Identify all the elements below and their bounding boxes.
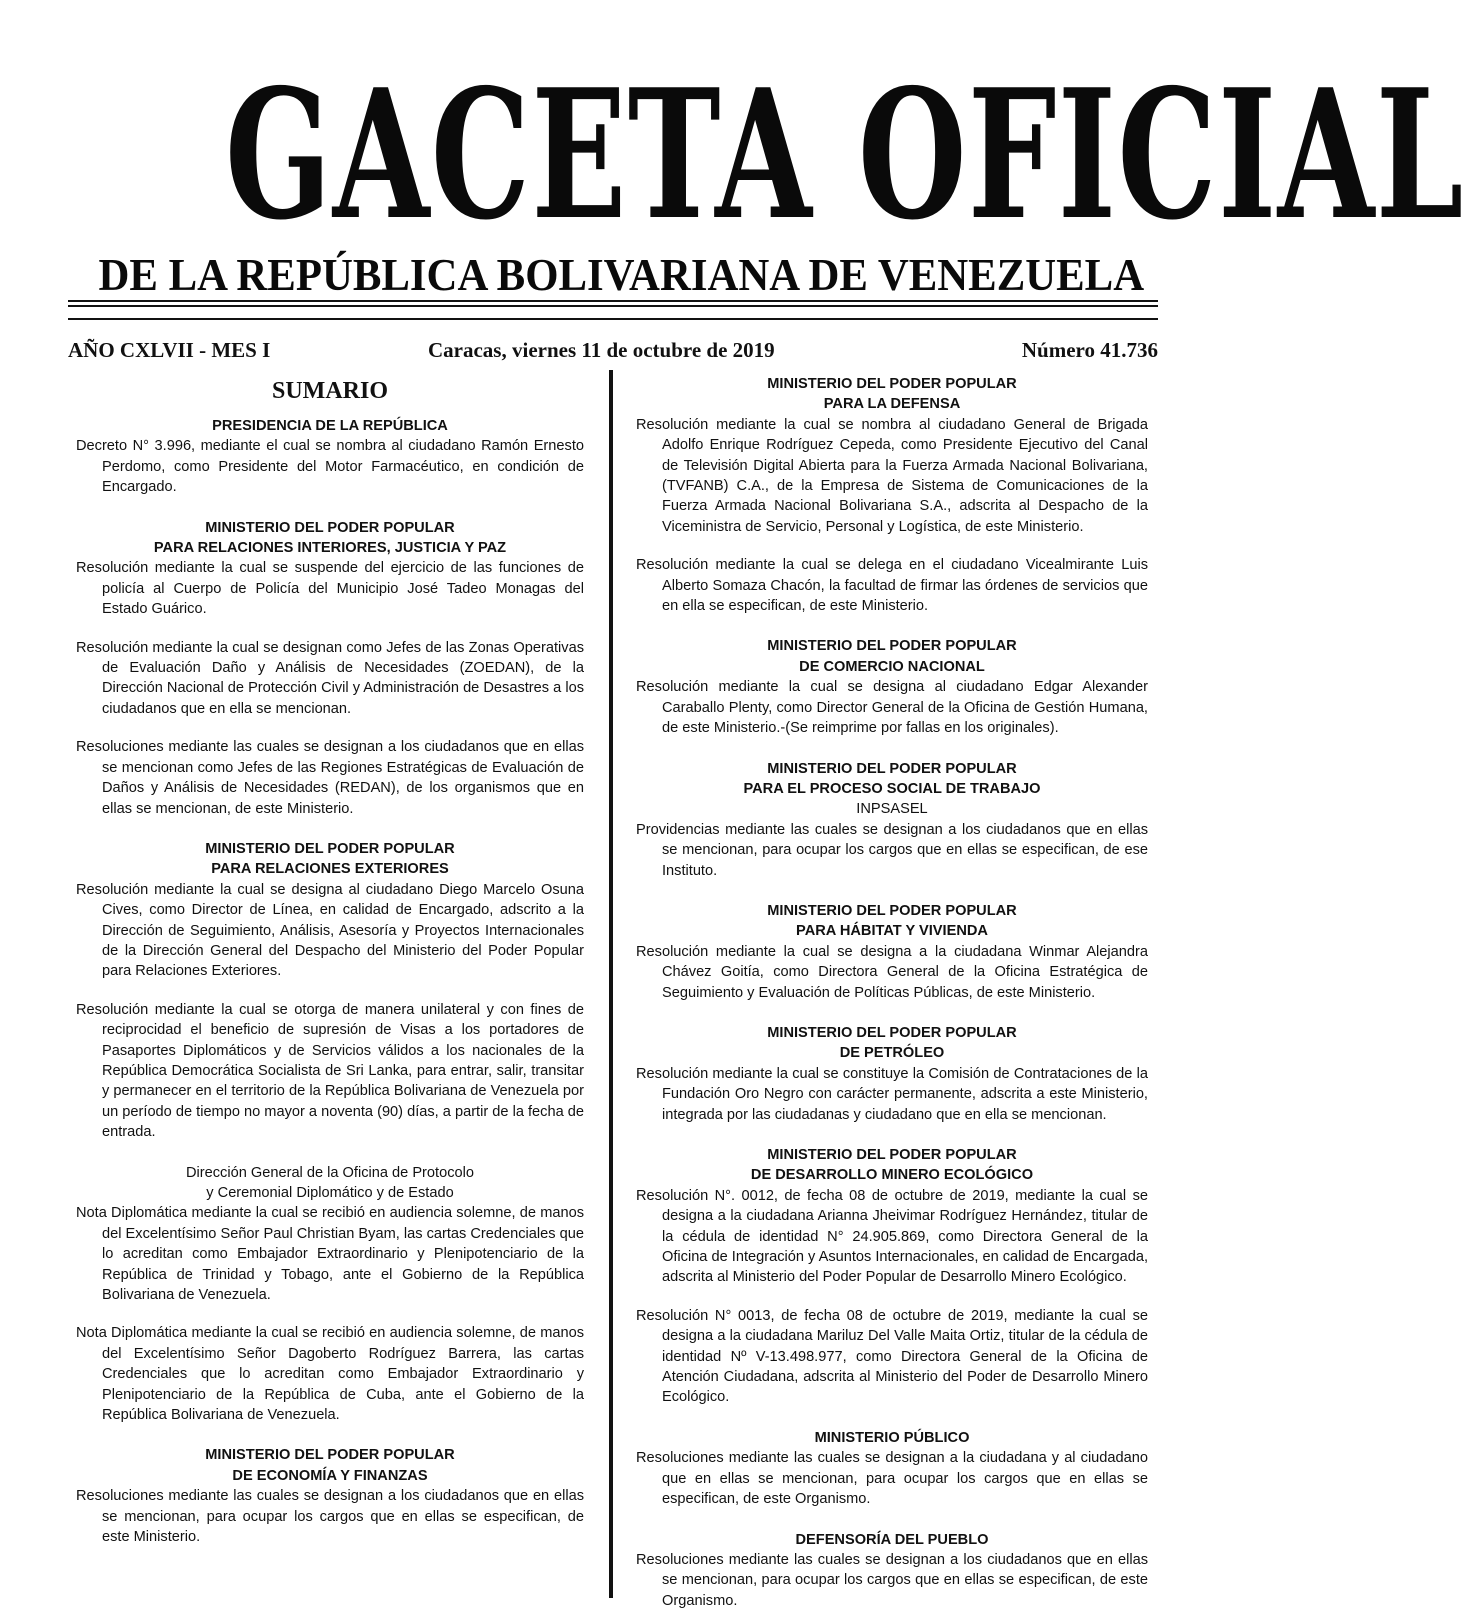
year-month: AÑO CXLVII - MES I xyxy=(68,338,271,362)
section-heading: MINISTERIO DEL PODER POPULAR xyxy=(205,519,455,536)
section-petroleo xyxy=(636,1023,1148,1125)
masthead xyxy=(60,50,1465,300)
section-defensoria xyxy=(636,1530,1148,1612)
section-subheading: Dirección General de la Oficina de Protocolo xyxy=(186,1164,474,1181)
section-heading: MINISTERIO DEL PODER POPULAR xyxy=(205,840,455,857)
list-item: Resoluciones mediante las cuales se designan a la ciudadana y al ciudadano que en ellas se mencionan, para ocupar los cargos que en ellas se especifican, de este Organismo. xyxy=(636,1450,1148,1508)
section-heading: MINISTERIO DEL PODER POPULAR xyxy=(767,902,1017,919)
section-ministerio-publico xyxy=(636,1428,1148,1510)
section-presidencia xyxy=(76,416,584,498)
list-item: Resoluciones mediante las cuales se designan a los ciudadanos que en ellas se mencionan como Jefes de las Regiones Estratégicas de Evaluación de Daños y Análisis de Necesidades (REDAN), de los organismos que en ellas se mencionan, de este Ministerio. xyxy=(76,739,584,817)
section-minero xyxy=(636,1145,1148,1408)
gazette-title: GACETA OFICIAL xyxy=(225,50,1465,259)
masthead-double-rule xyxy=(68,300,1158,307)
column-divider xyxy=(609,370,613,1598)
section-heading: DE ECONOMÍA Y FINANZAS xyxy=(232,1467,428,1484)
issue-number: Número 41.736 xyxy=(1021,338,1158,362)
list-item: Resolución mediante la cual se designa al ciudadano Edgar Alexander Caraballo Plenty, como Director General de la Oficina de Gestión Humana, de este Ministerio.-(Se reimprime por fallas en los originales). xyxy=(636,679,1148,737)
sumario-title: SUMARIO xyxy=(271,378,388,404)
list-item: Providencias mediante las cuales se designan a los ciudadanos que en ellas se mencionan, para ocupar los cargos que en ellas se especifican, de ese Instituto. xyxy=(636,821,1148,879)
left-column xyxy=(76,376,584,1548)
list-item: Resolución N°. 0012, de fecha 08 de octubre de 2019, mediante la cual se designa a la ciudadana Arianna Jheivimar Rodríguez Hernández, titular de la cédula de identidad N° 24.905.869, como Directora General de la Oficina de Integración y Asuntos Internacionales, en calidad de Encargada, adscrita al Ministerio del Poder Popular de Desarrollo Minero Ecológico. xyxy=(636,1187,1148,1286)
section-trabajo xyxy=(636,759,1148,881)
list-item: Resolución mediante la cual se suspende del ejercicio de las funciones de policía al Cuerpo de Policía del Municipio José Tadeo Monagas del Estado Guárico. xyxy=(76,560,584,618)
section-heading: PARA LA DEFENSA xyxy=(823,396,961,413)
section-heading: PARA RELACIONES EXTERIORES xyxy=(211,861,449,878)
gazette-subtitle: DE LA REPÚBLICA BOLIVARIANA DE VENEZUELA xyxy=(98,249,1145,300)
section-heading: MINISTERIO PÚBLICO xyxy=(814,1429,970,1446)
masthead-rule xyxy=(68,318,1158,320)
section-heading: PARA HÁBITAT Y VIVIENDA xyxy=(796,923,988,940)
section-heading: DE COMERCIO NACIONAL xyxy=(799,658,985,675)
section-comercio xyxy=(636,636,1148,738)
list-item: Resolución mediante la cual se nombra al ciudadano General de Brigada Adolfo Enrique Rodríguez Cepeda, como Presidente Ejecutivo del Canal de Televisión Digital Abierta para la Fuerza Armada Nacional Bolivariana, (TVFANB) C.A., de la Empresa de Sistema de Comunicaciones de la Fuerza Armada Nacional Bolivariana S.A., adscrita al Despacho de la Viceministra de Servicio, Personal y Logística, de este Ministerio. xyxy=(636,416,1148,535)
section-heading: MINISTERIO DEL PODER POPULAR xyxy=(767,638,1017,655)
section-subheading: INPSASEL xyxy=(856,801,928,818)
list-item: Decreto N° 3.996, mediante el cual se nombra al ciudadano Ramón Ernesto Perdomo, como Presidente del Motor Farmacéutico, en condición de Encargado. xyxy=(76,438,584,496)
list-item: Nota Diplomática mediante la cual se recibió en audiencia solemne, de manos del Excelentísimo Señor Dagoberto Rodríguez Barrera, las cartas Credenciales que lo acreditan como Embajador Extraordinario y Plenipotenciario de la República de Cuba, ante el Gobierno de la República Bolivariana de Venezuela. xyxy=(76,1325,584,1424)
section-heading: PARA RELACIONES INTERIORES, JUSTICIA Y PAZ xyxy=(153,540,507,557)
list-item: Resolución mediante la cual se designan como Jefes de las Zonas Operativas de Evaluación Daño y Análisis de Necesidades (ZOEDAN), de la Dirección Nacional de Protección Civil y Administración de Desastres a los ciudadanos que en ella se mencionan. xyxy=(76,639,584,717)
section-heading: PARA EL PROCESO SOCIAL DE TRABAJO xyxy=(743,780,1041,797)
section-economia xyxy=(76,1445,584,1547)
section-subheading: y Ceremonial Diplomático y de Estado xyxy=(206,1185,454,1201)
list-item: Resolución mediante la cual se designa al ciudadano Diego Marcelo Osuna Cives, como Director de Línea, en calidad de Encargado, adscrito a la Dirección de Seguimiento, Análisis, Asesoría y Proyectos Internacionales de la Dirección General del Despacho del Ministerio del Poder Popular para Relaciones Exteriores. xyxy=(76,881,584,980)
section-heading: MINISTERIO DEL PODER POPULAR xyxy=(767,376,1017,392)
section-heading: MINISTERIO DEL PODER POPULAR xyxy=(205,1447,455,1464)
list-item: Resolución mediante la cual se constituye la Comisión de Contrataciones de la Fundación Oro Negro con carácter permanente, adscrita a este Ministerio, integrada por las ciudadanas y ciudadano que en ella se mencionan. xyxy=(636,1065,1148,1123)
list-item: Resoluciones mediante las cuales se designan a los ciudadanos que en ellas se mencionan, para ocupar los cargos que en ellas se especifican, de este Ministerio. xyxy=(76,1488,584,1546)
right-column xyxy=(636,374,1148,1611)
dateline xyxy=(68,336,1158,364)
section-defensa xyxy=(636,374,1148,616)
section-heading: MINISTERIO DEL PODER POPULAR xyxy=(767,1147,1017,1163)
list-item: Resoluciones mediante las cuales se designan a los ciudadanos que en ellas se mencionan, para ocupar los cargos que en ellas se especifican, de este Organismo. xyxy=(636,1551,1148,1609)
list-item: Resolución N° 0013, de fecha 08 de octubre de 2019, mediante la cual se designa a la ciudadana Mariluz Del Valle Maita Ortiz, titular de la cédula de identidad Nº V-13.498.977, como Directora General de la Oficina de Atención Ciudadana, adscrita al Ministerio del Poder de Desarrollo Minero Ecológico. xyxy=(636,1307,1148,1406)
section-interiores xyxy=(76,518,584,819)
issue-date: Caracas, viernes 11 de octubre de 2019 xyxy=(428,338,775,362)
section-habitat xyxy=(636,901,1148,1003)
list-item: Resolución mediante la cual se otorga de manera unilateral y con fines de reciprocidad el beneficio de supresión de Visas a los portadores de Pasaportes Diplomáticos y de Servicios válidos a los nacionales de la República Democrática Socialista de Sri Lanka, para entrar, salir, transitar y permanecer en el territorio de la República Bolivariana de Venezuela por un período de tiempo no mayor a noventa (90) días, a partir de la fecha de entrada. xyxy=(76,1001,584,1141)
list-item: Resolución mediante la cual se designa a la ciudadana Winmar Alejandra Chávez Goitía, como Directora General de la Oficina Estratégica de Seguimiento y Evaluación de Políticas Públicas, de este Ministerio. xyxy=(636,943,1148,1001)
section-heading: DE PETRÓLEO xyxy=(839,1045,945,1062)
section-heading: PRESIDENCIA DE LA REPÚBLICA xyxy=(212,418,448,434)
list-item: Nota Diplomática mediante la cual se recibió en audiencia solemne, de manos del Excelentísimo Señor Paul Christian Byam, las cartas Credenciales que lo acreditan como Embajador Extraordinario y Plenipotenciario de la República de Trinidad y Tobago, ante el Gobierno de la República Bolivariana de Venezuela. xyxy=(76,1205,584,1304)
section-heading: DEFENSORÍA DEL PUEBLO xyxy=(795,1531,989,1548)
section-heading: MINISTERIO DEL PODER POPULAR xyxy=(767,760,1017,777)
section-protocolo xyxy=(76,1163,584,1426)
section-heading: MINISTERIO DEL PODER POPULAR xyxy=(767,1024,1017,1041)
list-item: Resolución mediante la cual se delega en el ciudadano Vicealmirante Luis Alberto Somaza Chacón, la facultad de firmar las órdenes de servicios que en ella se especifican, de este Ministerio. xyxy=(636,557,1148,615)
section-heading: DE DESARROLLO MINERO ECOLÓGICO xyxy=(750,1167,1034,1184)
section-exteriores xyxy=(76,839,584,1143)
